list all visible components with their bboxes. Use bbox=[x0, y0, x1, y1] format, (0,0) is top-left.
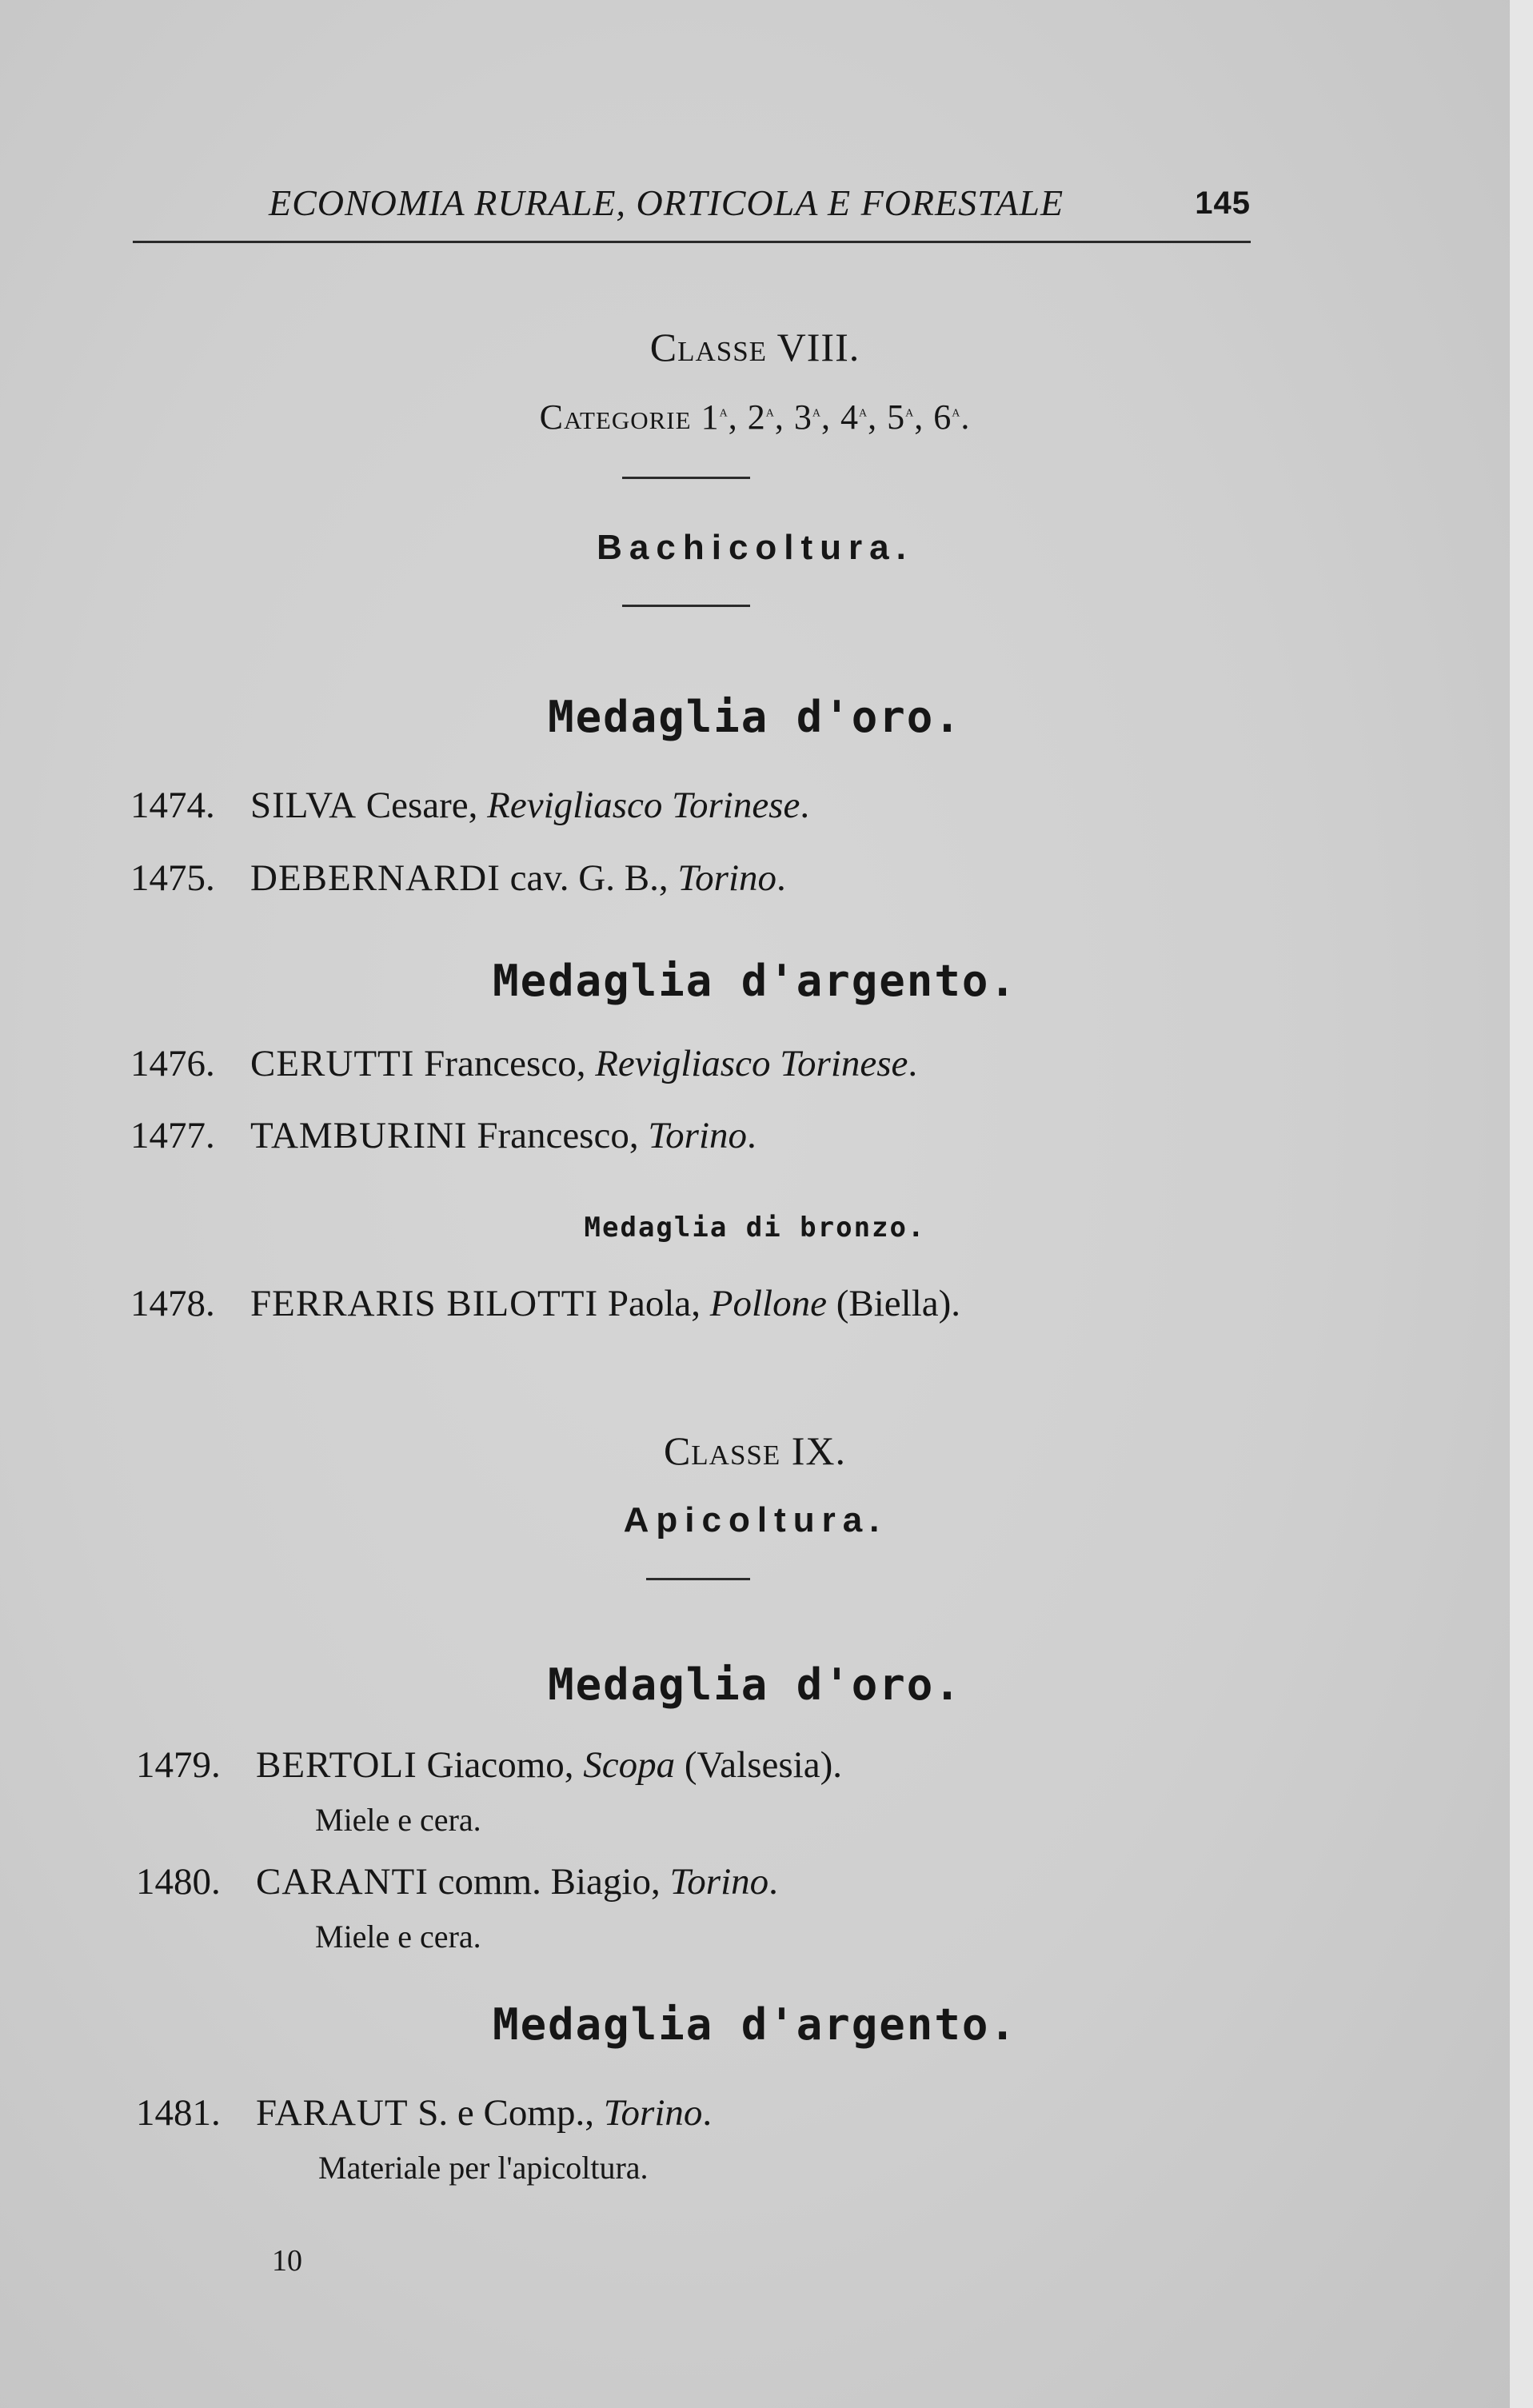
medal-heading-gold: Medaglia d'oro. bbox=[548, 1659, 962, 1710]
entry-place: Torino bbox=[677, 857, 777, 899]
categories-label: Categorie bbox=[539, 397, 692, 437]
entry-place: Torino bbox=[648, 1115, 748, 1156]
medal-heading-silver: Medaglia d'argento. bbox=[493, 1999, 1017, 2050]
list-item: 1476. CERUTTI Francesco, Revigliasco Torinese. bbox=[130, 1040, 917, 1088]
category: 3$^a$, bbox=[793, 397, 831, 437]
entry-number: 1481. bbox=[136, 2092, 221, 2134]
class-ix-title: Classe IX. bbox=[663, 1428, 847, 1473]
class-viii-title: Classe VIII. bbox=[649, 325, 860, 369]
entry-note: Materiale per l'apicoltura. bbox=[318, 2150, 649, 2186]
page-edge bbox=[1510, 0, 1533, 2408]
medal-heading-gold: Medaglia d'oro. bbox=[548, 692, 962, 742]
entry-place: Torino bbox=[603, 2092, 703, 2134]
entry-number: 1480. bbox=[136, 1861, 221, 1903]
entry-place: Torino bbox=[669, 1861, 769, 1903]
entry-note: Miele e cera. bbox=[315, 1802, 481, 1838]
section-bachicoltura: Bachicoltura. bbox=[597, 528, 913, 567]
list-item: 1481. FARAUT S. e Comp., Torino. bbox=[136, 2089, 712, 2137]
entry-place: Pollone bbox=[709, 1283, 827, 1324]
page-number: 145 bbox=[1195, 186, 1251, 221]
list-item: 1475. DEBERNARDI cav. G. B., Torino. bbox=[130, 854, 786, 902]
entry-note: Miele e cera. bbox=[315, 1919, 481, 1955]
divider bbox=[622, 477, 750, 479]
entry-number: 1479. bbox=[136, 1744, 221, 1786]
category: 2$^a$, bbox=[747, 397, 784, 437]
header-rule bbox=[133, 241, 1251, 243]
list-item: 1479. BERTOLI Giacomo, Scopa (Valsesia). bbox=[136, 1741, 842, 1789]
divider bbox=[622, 605, 750, 607]
medal-heading-bronze: Medaglia di bronzo. bbox=[584, 1212, 926, 1244]
list-item: 1474. SILVA Cesare, Revigliasco Torinese. bbox=[130, 781, 809, 829]
entry-number: 1476. bbox=[130, 1043, 215, 1084]
entry-number: 1477. bbox=[130, 1115, 215, 1156]
entry-number: 1475. bbox=[130, 857, 215, 899]
entry-place: Scopa bbox=[583, 1744, 676, 1786]
medal-heading-silver: Medaglia d'argento. bbox=[493, 956, 1017, 1006]
list-item: 1477. TAMBURINI Francesco, Torino. bbox=[130, 1112, 757, 1160]
divider bbox=[646, 1578, 750, 1580]
entry-place: Revigliasco Torinese bbox=[595, 1043, 908, 1084]
running-head bbox=[133, 179, 1251, 227]
class-viii-categories bbox=[0, 397, 1510, 437]
entry-place: Revigliasco Torinese bbox=[487, 785, 800, 826]
signature-mark: 10 bbox=[272, 2244, 302, 2278]
entry-number: 1474. bbox=[130, 785, 215, 826]
list-item: 1480. CARANTI comm. Biagio, Torino. bbox=[136, 1858, 778, 1906]
category: 4$^a$, bbox=[840, 397, 878, 437]
running-head-title: ECONOMIA RURALE, ORTICOLA E FORESTALE bbox=[269, 182, 1064, 223]
category: 1$^a$, bbox=[701, 397, 738, 437]
category: 6$^a$. bbox=[933, 397, 971, 437]
entry-number: 1478. bbox=[130, 1283, 215, 1324]
section-apicoltura: Apicoltura. bbox=[623, 1500, 887, 1539]
list-item: 1478. FERRARIS BILOTTI Paola, Pollone (Biella). bbox=[130, 1280, 960, 1328]
category: 5$^a$, bbox=[887, 397, 924, 437]
